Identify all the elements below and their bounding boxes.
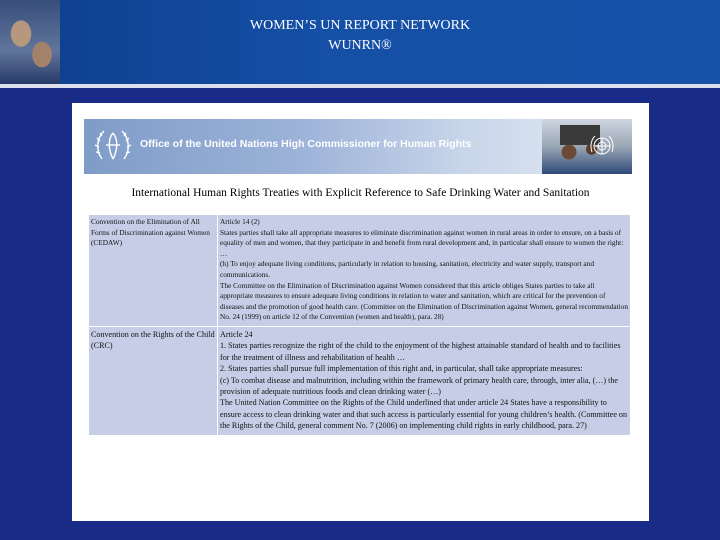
- convention-cell: [89, 215, 218, 327]
- banner-title: Office of the United Nations High Commissioner for Human Rights: [140, 138, 472, 150]
- banner-photo: [542, 119, 632, 174]
- table-row: [89, 326, 631, 435]
- provision-line: Article 24: [220, 329, 253, 339]
- network-acronym: WUNRN®: [328, 38, 392, 53]
- provision-cell: [218, 215, 631, 327]
- convention-name: Convention on the Rights of the Child (CRC): [91, 329, 215, 351]
- un-laurel-icon: [92, 125, 134, 167]
- convention-cell: [89, 326, 218, 435]
- un-emblem-icon: [589, 133, 615, 159]
- convention-name: Convention on the Elimination of All Forms of Discrimination against Women (CEDAW): [91, 217, 210, 248]
- provision-cell: [218, 326, 631, 435]
- network-name: WOMEN’S UN REPORT NETWORK: [249, 18, 471, 33]
- provision-line: …: [220, 248, 228, 258]
- network-title: [0, 16, 720, 56]
- treaties-table: [88, 214, 631, 436]
- provision-line: The United Nation Committee on the Rights of the Child underlined that under article 24 States have a responsibility to ensure access to clean drinking water and that such access is particularly essential for young children’s health. (Committee on the Rights of the Child, general comment No. 7 (2006) on implementing child rights in early childhood, para. 27): [220, 398, 628, 431]
- provision-line: 2. States parties shall pursue full implementation of this right and, in particular, shall take appropriate measures:: [220, 364, 583, 374]
- provision-line: (c) To combat disease and malnutrition, including within the framework of primary health care, through, inter alia, (…) the provision of adequate nutritious foods and clean drinking water (…): [220, 375, 619, 396]
- document-page: [72, 103, 649, 521]
- table-row: [89, 215, 631, 327]
- header-band: [0, 0, 720, 84]
- provision-line: The Committee on the Elimination of Discrimination against Women considered that this article obliges States parties to take all appropriate measures to ensure adequate living conditions in relation to water and sanitation, which are critical for the prevention of diseases and the promotion of good health care. (Committee on the Elimination of Discrimination against Women, general recommendation No. 24 (1999) on article 12 of the Convention (women and health), para. 28): [220, 280, 628, 322]
- provision-line: (h) To enjoy adequate living conditions, particularly in relation to housing, sanitation, electricity and water supply, transport and communications.: [220, 259, 594, 279]
- ohchr-banner: [84, 119, 632, 174]
- provision-line: 1. States parties recognize the right of the child to the enjoyment of the highest attainable standard of health and to facilities for the treatment of illness and rehabilitation of health …: [220, 341, 621, 362]
- document-title: International Human Rights Treaties with Explicit Reference to Safe Drinking Water and Sanitation: [131, 187, 590, 199]
- provision-line: Article 14 (2): [220, 217, 260, 226]
- provision-line: States parties shall take all appropriate measures to eliminate discrimination against women in rural areas in order to ensure, on a basis of equality of men and women, that they participate in and benefit from rural development and, in particular shall ensure to women the right:: [220, 227, 624, 248]
